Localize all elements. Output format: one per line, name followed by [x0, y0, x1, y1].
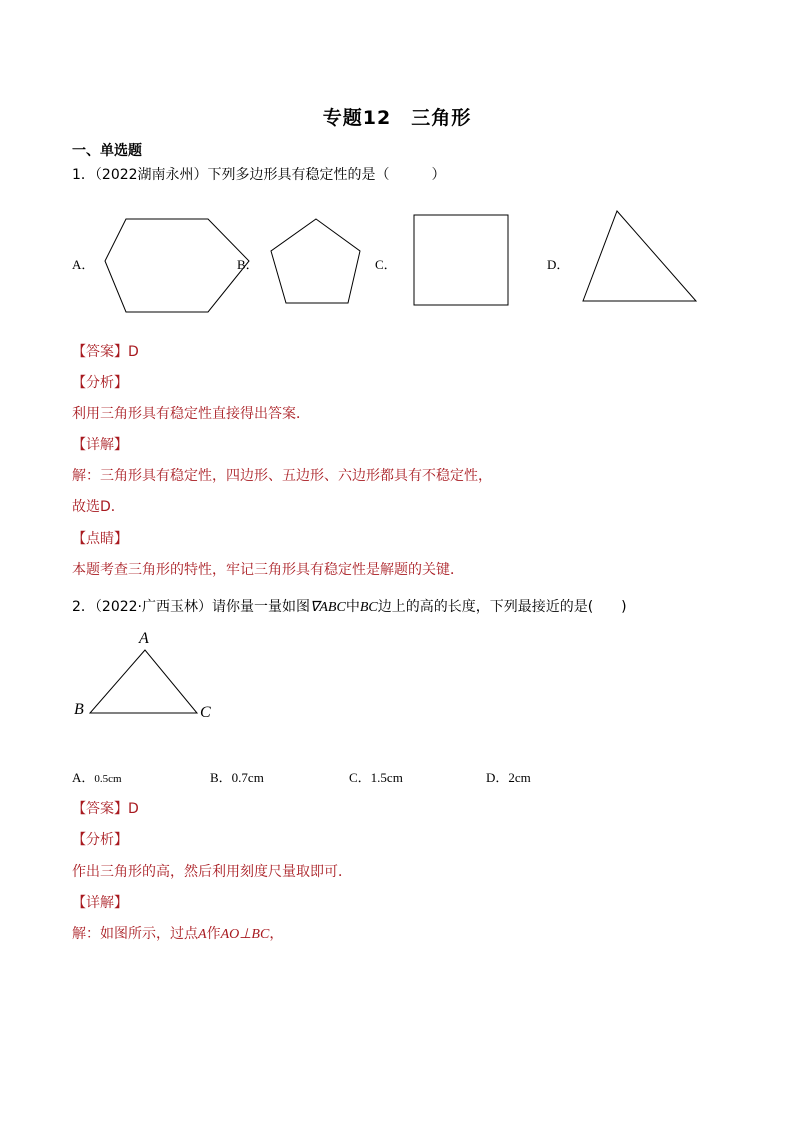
- option-value: 2cm: [508, 770, 531, 785]
- q2-stem-part-b: 中: [345, 599, 360, 615]
- q1-option-c-label: C．: [375, 257, 397, 272]
- q1-option-b-label: B．: [237, 257, 259, 272]
- detail-text-2: 故选D．: [72, 499, 125, 515]
- triangle-abc: [90, 650, 197, 713]
- analysis-text: 利用三角形具有稳定性直接得出答案．: [72, 406, 310, 422]
- detail-part-b: 作: [206, 926, 221, 942]
- analysis-text: 作出三角形的高，然后利用刻度尺量取即可．: [72, 864, 352, 880]
- detail-text-1: 解：三角形具有稳定性，四边形、五边形、六边形都具有不稳定性，: [72, 468, 492, 484]
- option-value: 1.5cm: [370, 770, 403, 785]
- q2-stem-math-abc: ∇ABC: [310, 600, 346, 615]
- vertex-c-label: C: [200, 704, 211, 721]
- option-letter: B．: [210, 770, 232, 785]
- detail-math-a: A: [198, 927, 207, 942]
- answer-value: D: [128, 801, 139, 817]
- answer-tag: 【答案】: [72, 801, 128, 817]
- q1-option-a-label: A．: [72, 257, 95, 272]
- option-letter: D．: [486, 770, 509, 785]
- analysis-tag: 【分析】: [72, 375, 128, 391]
- comment-text: 本题考查三角形的特性，牢记三角形具有稳定性是解题的关键．: [72, 562, 464, 578]
- section-heading: 一、单选题: [72, 143, 142, 159]
- answer-value: D: [128, 344, 139, 360]
- comment-tag: 【点睛】: [72, 531, 128, 547]
- q2-stem-math-bc: BC: [359, 600, 378, 615]
- option-value: 0.5cm: [94, 773, 122, 785]
- q2-option-c: [349, 767, 403, 786]
- q1-stem: 1．（2022湖南永州）下列多边形具有稳定性的是（ ）: [72, 167, 446, 183]
- q2-stem-part-a: 2．（2022·广西玉林）请你量一量如图: [72, 599, 310, 615]
- q2-option-a: [72, 767, 122, 786]
- detail-part-c: ，: [269, 926, 284, 942]
- option-value: 0.7cm: [231, 770, 264, 785]
- vertex-a-label: A: [139, 630, 149, 647]
- option-letter: C．: [349, 770, 371, 785]
- option-letter: A．: [72, 770, 95, 785]
- analysis-tag: 【分析】: [72, 832, 128, 848]
- q2-stem-part-c: 边上的高的长度，下列最接近的是( ): [377, 599, 627, 615]
- detail-part-a: 解：如图所示，过点: [72, 926, 198, 942]
- q2-answer-line: [72, 798, 139, 818]
- detail-math-perp: AO⊥BC: [220, 927, 270, 942]
- q2-option-b: [210, 767, 264, 786]
- q1-option-d-label: D．: [547, 257, 570, 272]
- vertex-b-label: B: [74, 701, 84, 718]
- detail-text: [72, 923, 283, 943]
- detail-tag: 【详解】: [72, 895, 128, 911]
- answer-tag: 【答案】: [72, 344, 128, 360]
- q2-option-d: [486, 767, 531, 786]
- detail-tag: 【详解】: [72, 437, 128, 453]
- page-title: 专题12 三角形: [322, 107, 472, 129]
